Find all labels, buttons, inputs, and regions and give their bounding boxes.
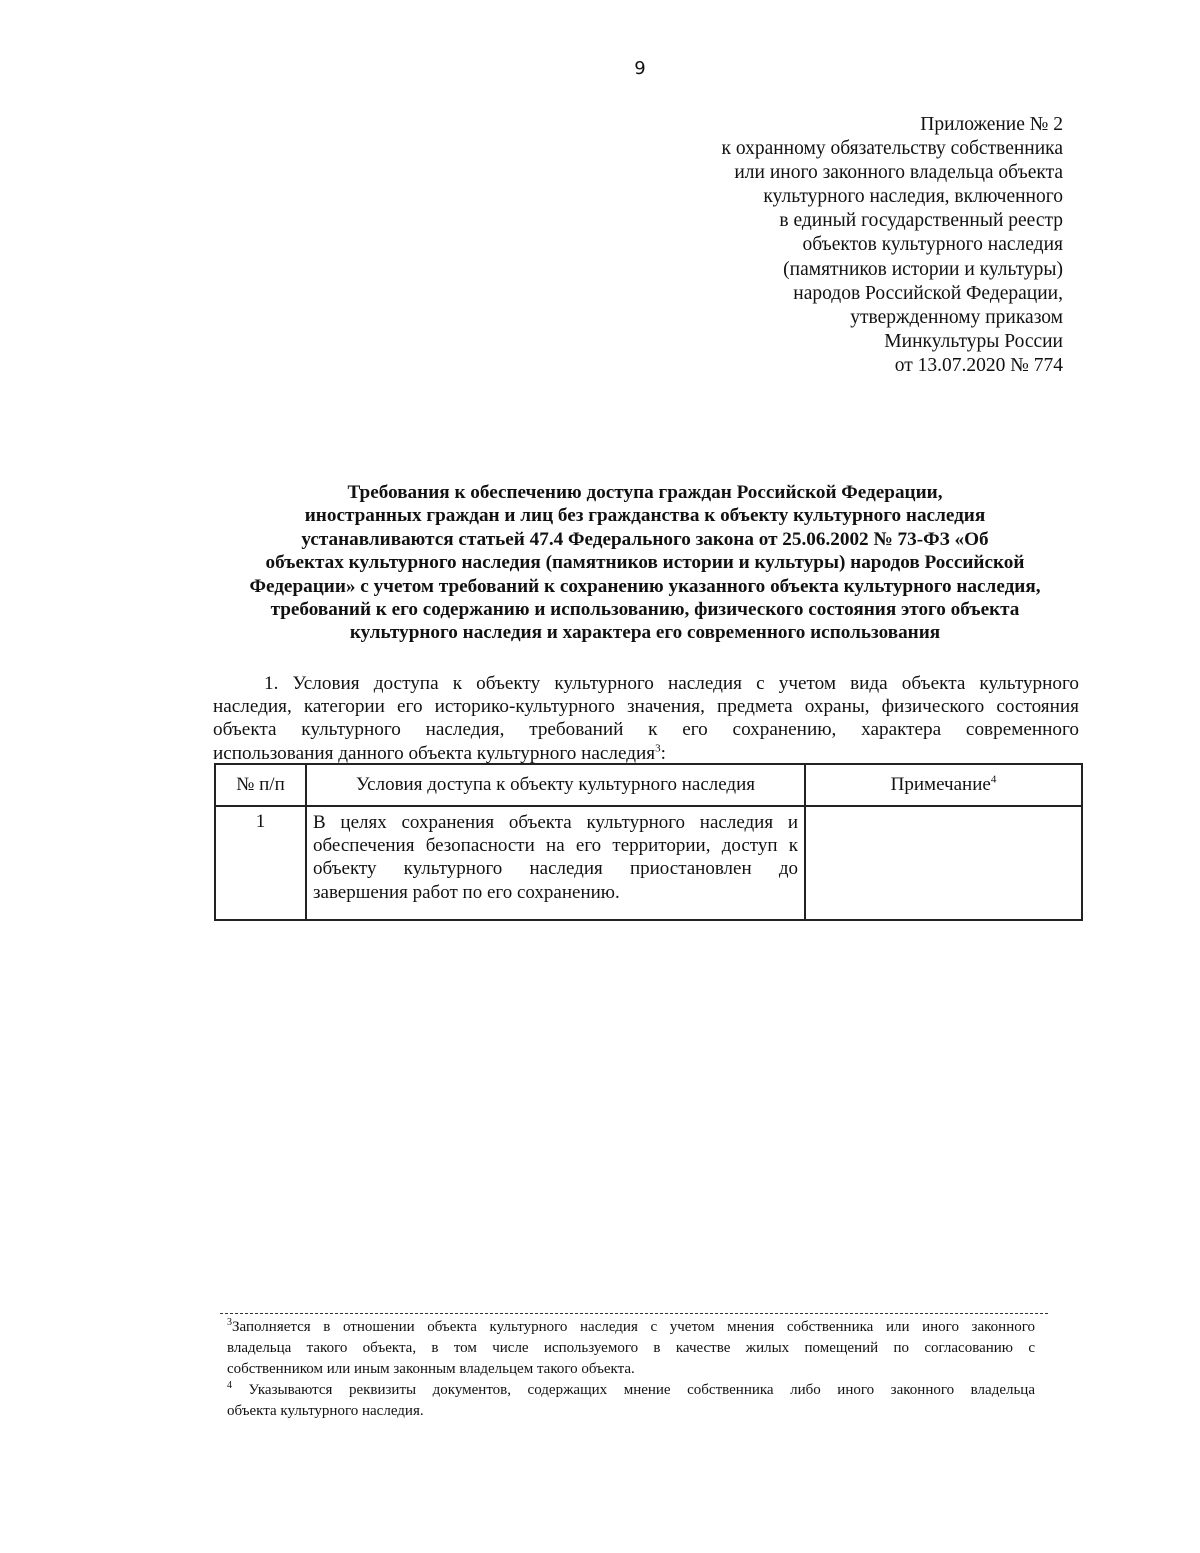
footnote-4-line: объекта культурного наследия.	[227, 1403, 424, 1419]
intro-line	[213, 742, 1079, 765]
appendix-line: или иного законного владельца объекта	[734, 162, 1063, 184]
condition-line: обеспечения безопасности на его территории, доступ к	[313, 835, 798, 857]
title-line: культурного наследия и характера его современного использования	[349, 622, 941, 644]
appendix-line: народов Российской Федерации,	[793, 282, 1063, 304]
footnote-4-line	[227, 1380, 1035, 1401]
title-line: Требования к обеспечению доступа граждан Российской Федерации,	[347, 482, 943, 503]
row-condition	[306, 806, 805, 920]
footnote-3-line: собственником или иным законным владельцем такого объекта.	[227, 1361, 635, 1377]
footnote-ref-3[interactable]: 3	[655, 742, 661, 755]
appendix-line: Приложение № 2	[920, 114, 1063, 135]
intro-text: использования данного объекта культурного наследия	[213, 742, 656, 764]
footnote-3-line: владельца такого объекта, в том числе используемого в качестве жилых помещений по согласованию с	[227, 1340, 1035, 1356]
access-conditions-table	[214, 763, 1083, 921]
document-title	[200, 481, 1090, 645]
footnote-ref-4[interactable]: 4	[990, 773, 997, 786]
footnote-text: Указываются реквизиты документов, содержащих мнение собственника либо иного законного владельца	[248, 1382, 1035, 1398]
title-line: объектах культурного наследия (памятников истории и культуры) народов Российской	[265, 552, 1025, 574]
footnotes	[227, 1317, 1035, 1422]
footnote-marker: 4	[227, 1380, 232, 1391]
table-header-row	[215, 764, 1082, 806]
footnote-divider	[220, 1313, 1048, 1314]
page-number: 9	[634, 58, 646, 79]
condition-line: объекту культурного наследия приостановлен до	[313, 858, 798, 880]
appendix-line: от 13.07.2020 № 774	[894, 354, 1063, 376]
row-note	[805, 806, 1082, 920]
intro-line: объекта культурного наследия, требований к его сохранению, характера современного	[213, 719, 1079, 741]
appendix-line: объектов культурного наследия	[802, 234, 1063, 256]
condition-line: завершения работ по его сохранению.	[313, 881, 620, 903]
appendix-header	[593, 113, 1063, 378]
footnote-marker: 3	[227, 1317, 232, 1328]
intro-line: наследия, категории его историко-культурного значения, предмета охраны, физического состояния	[213, 696, 1079, 718]
title-line: иностранных граждан и лиц без гражданства к объекту культурного наследия	[304, 505, 986, 527]
table-row	[215, 806, 1082, 920]
intro-line: 1. Условия доступа к объекту культурного наследия с учетом вида объекта культурного	[264, 673, 1079, 694]
intro-paragraph	[213, 672, 1079, 765]
appendix-line: к охранному обязательству собственника	[721, 138, 1063, 160]
appendix-line: (памятников истории и культуры)	[783, 258, 1063, 280]
appendix-line: утвержденному приказом	[850, 306, 1063, 328]
appendix-line: Минкультуры России	[884, 330, 1063, 352]
footnote-text: Заполняется в отношении объекта культурного наследия с учетом мнения собственника или иного законного	[232, 1319, 1035, 1335]
appendix-line: культурного наследия, включенного	[763, 186, 1063, 208]
header-number: № п/п	[215, 764, 306, 806]
header-conditions: Условия доступа к объекту культурного наследия	[306, 764, 805, 806]
title-line: Федерации» с учетом требований к сохранению указанного объекта культурного наследия,	[249, 575, 1041, 597]
footnote-3-line	[227, 1317, 1035, 1338]
title-line: устанавливаются статьей 47.4 Федерального закона от 25.06.2002 № 73-ФЗ «Об	[301, 528, 989, 550]
title-line: требований к его содержанию и использованию, физического состояния этого объекта	[270, 599, 1020, 621]
footnote-text	[232, 1382, 249, 1398]
intro-tail: :	[660, 742, 666, 764]
condition-line: В целях сохранения объекта культурного наследия и	[313, 812, 798, 833]
header-note-text: Примечание	[890, 774, 991, 795]
appendix-line: в единый государственный реестр	[779, 210, 1063, 232]
header-note	[805, 764, 1082, 806]
row-number: 1	[215, 806, 306, 920]
